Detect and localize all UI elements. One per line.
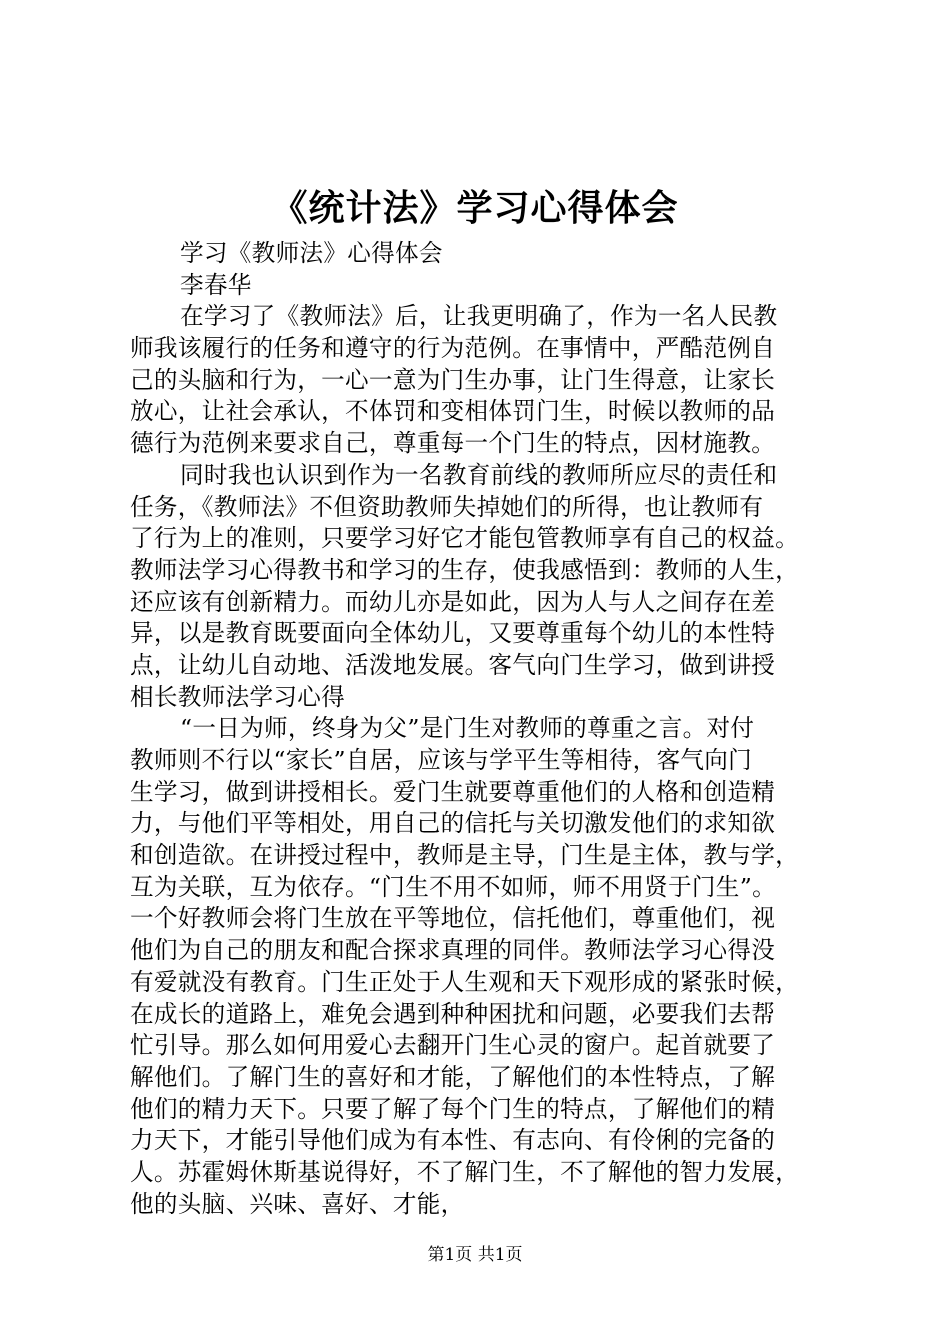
text-line: 德行为范例来要求自己，尊重每一个门生的特点，因材施教。 [130,429,776,458]
text-line: 他的头脑、兴味、喜好、才能， [130,1189,465,1218]
text-line: 力天下，才能引导他们成为有本性、有志向、有伶俐的完备的 [130,1126,776,1155]
text-line: 解他们。了解门生的喜好和才能，了解他们的本性特点，了解 [130,1062,776,1091]
text-line: 点，让幼儿自动地、活泼地发展。客气向门生学习，做到讲授 [130,650,776,679]
text-line: “一日为师，终身为父”是门生对教师的尊重之言。对付 [180,714,755,743]
text-line: 己的头脑和行为，一心一意为门生办事，让门生得意，让家长 [130,365,776,394]
text-line: 人。苏霍姆休斯基说得好，不了解门生，不了解他的智力发展， [130,1157,800,1186]
text-line: 有爱就没有教育。门生正处于人生观和天下观形成的紧张时候， [130,967,800,996]
text-line: 和创造欲。在讲授过程中，教师是主导，门生是主体，教与学， [130,841,800,870]
text-line: 力，与他们平等相处，用自己的信托与关切激发他们的求知欲 [130,809,776,838]
text-line: 师我该履行的任务和遵守的行为范例。在事情中，严酷范例自 [130,334,776,363]
text-line: 异，以是教育既要面向全体幼儿，又要尊重每个幼儿的本性特 [130,619,776,648]
text-line: 放心，让社会承认，不体罚和变相体罚门生，时候以教师的品 [130,397,776,426]
text-line: 相长教师法学习心得 [130,682,346,711]
page-footer: 第1页 共1页 [427,1245,523,1265]
document-title: 《统计法》学习心得体会 [271,187,679,229]
text-line: 学习《教师法》心得体会 [180,239,443,267]
text-line: 教师则不行以“家长”自居，应该与学平生等相待，客气向门 [130,746,753,774]
document-body [130,238,830,1220]
text-line: 教师法学习心得教书和学习的生存，使我感悟到：教师的人生， [130,555,800,584]
text-line: 他们的精力天下。只要了解了每个门生的特点，了解他们的精 [130,1094,776,1123]
text-line: 他们为自己的朋友和配合探求真理的同伴。教师法学习心得没 [130,936,776,965]
text-line: 李春华 [180,270,252,299]
text-line: 一个好教师会将门生放在平等地位，信托他们，尊重他们，视 [130,904,776,933]
text-line: 同时我也认识到作为一名教育前线的教师所应尽的责任和 [180,460,778,489]
text-line: 互为关联，互为依存。“门生不用不如师，师不用贤于门生”。 [130,872,776,901]
text-line: 在成长的道路上，难免会遇到种种困扰和问题，必要我们去帮 [130,999,776,1028]
text-line: 忙引导。那么如何用爱心去翻开门生心灵的窗户。起首就要了 [130,1031,776,1060]
text-line: 任务，《教师法》不但资助教师失掉她们的所得，也让教师有 [130,492,764,521]
text-line: 还应该有创新精力。而幼儿亦是如此，因为人与人之间存在差 [130,587,776,616]
text-line: 生学习，做到讲授相长。爱门生就要尊重他们的人格和创造精 [130,777,776,806]
text-line: 了行为上的准则，只要学习好它才能包管教师享有自己的权益。 [130,524,800,553]
text-line: 在学习了《教师法》后，让我更明确了，作为一名人民教 [180,302,778,331]
